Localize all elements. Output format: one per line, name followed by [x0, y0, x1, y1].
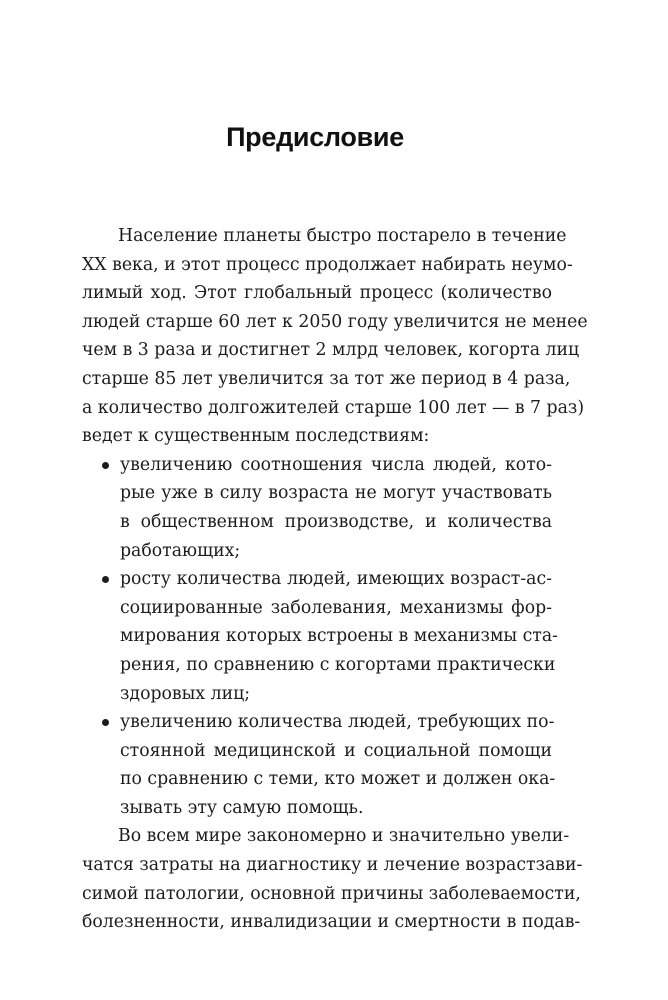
text-line: мирования которых встроены в механизмы ста- [120, 626, 559, 647]
body-text [82, 222, 588, 937]
text-line: лимый ход. Этот глобальный процесс (количество [82, 283, 552, 304]
page-title: Предисловие [226, 122, 404, 152]
bullet-item [82, 451, 552, 565]
text-line: здоровых лиц; [120, 683, 251, 704]
text-line: ведет к существенным последствиям: [82, 426, 430, 447]
text-line: симой патологии, основной причины заболеваемости, [82, 883, 581, 904]
text-line: а количество долгожителей старше 100 лет — в 7 раз) [82, 397, 585, 418]
text-line: зывать эту самую помощь. [120, 797, 364, 818]
bullet-dot-icon [102, 719, 109, 726]
bullet-item [82, 708, 556, 822]
text-line: стоянной медицинской и социальной помощи [120, 740, 552, 761]
text-line: старше 85 лет увеличится за тот же период в 4 раза, [82, 368, 571, 389]
text-line: болезненности, инвалидизации и смертности в подав- [82, 912, 581, 933]
text-line: чем в 3 раза и достигнет 2 млрд человек, когорта лиц [82, 340, 580, 361]
text-line: Во всем мире закономерно и значительно увели- [118, 826, 570, 847]
text-line: чатся затраты на диагностику и лечение возрастзави- [82, 855, 583, 876]
text-line: росту количества людей, имеющих возраст-ас- [120, 569, 552, 590]
text-line: XX века, и этот процесс продолжает набирать неумо- [82, 254, 573, 275]
text-line: увеличению соотношения числа людей, кото- [120, 454, 552, 475]
text-line: людей старше 60 лет к 2050 году увеличится не менее [82, 311, 588, 332]
bullet-item [82, 565, 559, 708]
text-line: работающих; [120, 540, 241, 561]
text-line: по сравнению с теми, кто может и должен ока- [120, 769, 556, 790]
bullet-dot-icon [102, 462, 109, 469]
text-line: увеличению количества людей, требующих по- [120, 712, 555, 733]
text-line: Население планеты быстро постарело в течение [118, 226, 567, 246]
paragraph-2 [82, 822, 583, 936]
bullet-dot-icon [102, 576, 109, 583]
text-line: рые уже в силу возраста не могут участвовать [120, 483, 552, 504]
text-line: в общественном производстве, и количества [120, 511, 552, 532]
paragraph-1 [82, 222, 588, 451]
text-line: рения, по сравнению с когортами практически [120, 654, 556, 675]
text-line: социированные заболевания, механизмы фор- [120, 597, 552, 618]
